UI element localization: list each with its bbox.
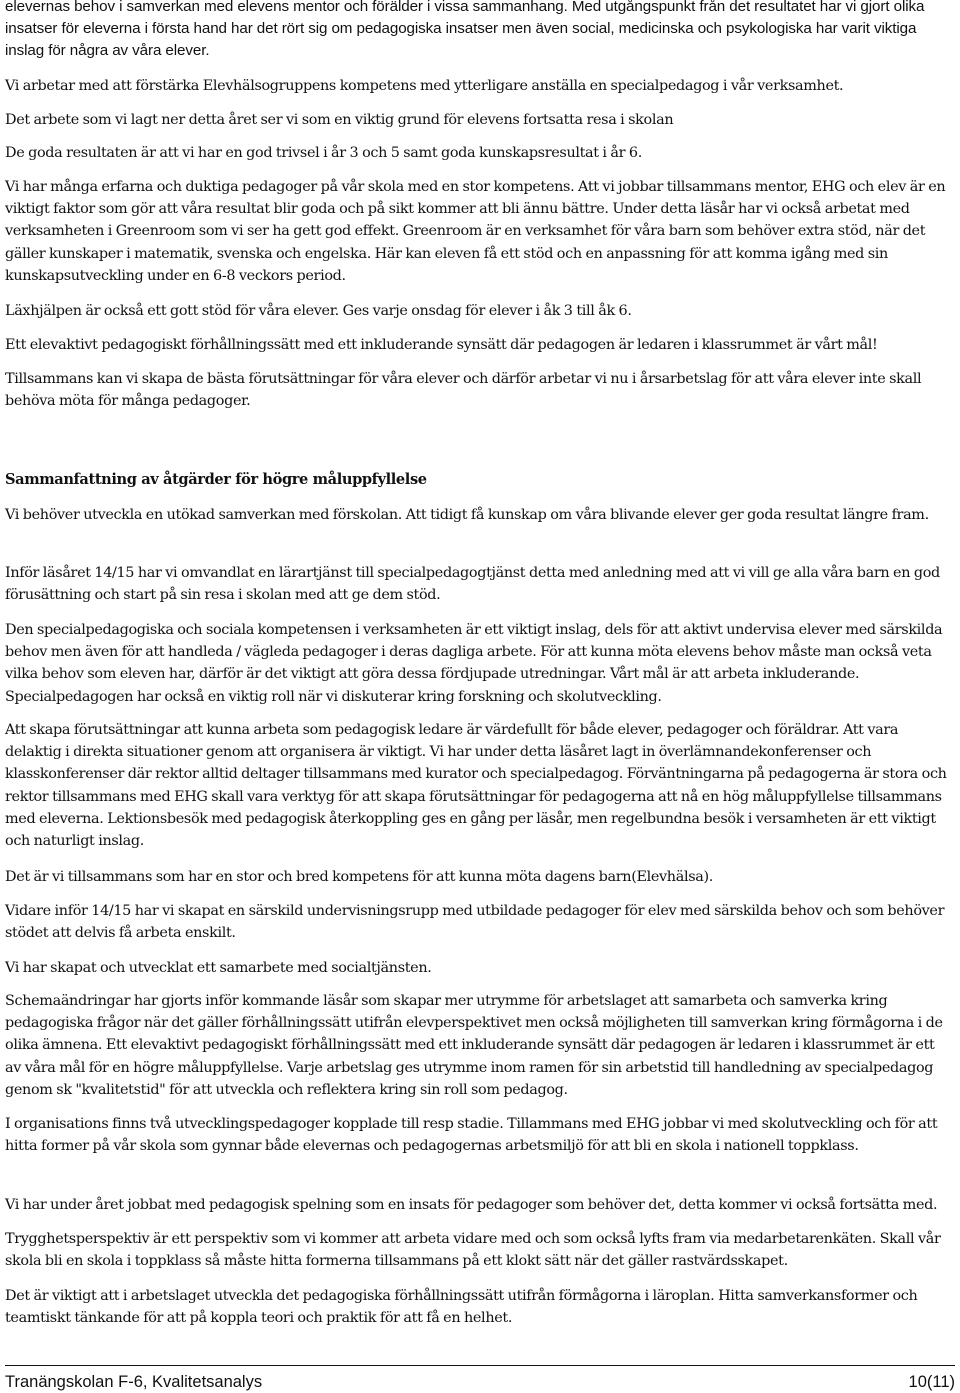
section-paragraph-socialtjanst: Vi har skapat och utvecklat ett samarbete med socialtjänsten.	[5, 960, 432, 976]
section-paragraph-undervisningsgrupp: Vidare inför 14/15 har vi skapat en särskild undervisningsrupp med utbildade pedagoger för elev med särskilda behov och som behöver stödet att delvis få arbeta enskilt.	[5, 903, 945, 942]
paragraph-tillsammans: Tillsammans kan vi skapa de bästa förutsättningar för våra elever och därför arbetar vi nu i årsarbetslag för att våra elever inte skall behöva möta för många pedagoger.	[5, 371, 922, 410]
paragraph-erfarna-pedagoger: Vi har många erfarna och duktiga pedagoger på vår skola med en stor kompetens. Att vi jobbar tillsammans mentor, EHG och elev är en viktigt faktor som gör att våra resultat blir goda och på sikt kommer att bli ännu bättre. Under detta läsår har vi också arbetat med verksamheten i Greenroom som vi ser ha gett god effekt. Greenroom är en verksamhet för våra barn som behöver extra stöd, när det gäller kunskaper i matematik, svenska och engelska. Här kan eleven få ett stöd och en anpassning för att komma igång med sin kunskapsutveckling under en 6-8 veckors period.	[5, 179, 946, 284]
paragraph-arbete-grund: Det arbete som vi lagt ner detta året ser vi som en viktig grund för elevens fortsatta resa i skolan	[5, 112, 674, 128]
intro-paragraph: elevernas behov i samverkan med elevens mentor och förälder i vissa sammanhang. Med utgångspunkt från det resultatet har vi gjort olika insatser för eleverna i första hand har det rört sig om pedagogiska insatser men även social, medicinska och psykologiska har varit viktiga inslag för några av våra elever.	[5, 0, 925, 59]
section-paragraph-lasaret: Inför läsåret 14/15 har vi omvandlat en lärartjänst till specialpedagogtjänst detta med anledning med att vi vill ge alla våra barn en god förusättning och start på sin resa i skolan med att ge dem stöd.	[5, 565, 940, 604]
section-heading: Sammanfattning av åtgärder för högre måluppfyllelse	[5, 471, 427, 488]
paragraph-goda-resultat: De goda resultaten är att vi har en god trivsel i år 3 och 5 samt goda kunskapsresultat i år 6.	[5, 145, 642, 161]
section-paragraph-trygghet: Trygghetsperspektiv är ett perspektiv som vi kommer att arbeta vidare med och som också lyfts fram via medarbetarenkäten. Skall vår skola bli en skola i toppklass så måste hitta formerna tillsammans på ett klokt sätt när det gäller rastvärdsskapet.	[5, 1231, 941, 1270]
section-paragraph-schema: Schemaändringar har gjorts inför kommande läsår som skapar mer utrymme för arbetslaget att samarbeta och samverka kring pedagogiska frågor när det gäller förhållningssätt utifrån elevperspektivet men också möjligheten till samverkan kring förmågorna i de olika ämnena. Ett elevaktivt pedagogiskt förhållningssätt med ett inkluderande synsätt där pedagogen är ledaren i klassrummet är ett av våra mål för en högre måluppfyllelse. Varje arbetslag ges utrymme inom ramen för sin arbetstid till handledning av specialpedagog genom sk "kvalitetstid" för att utveckla och reflektera kring sin roll som pedagog.	[5, 993, 943, 1098]
section-paragraph-elevhalsa: Det är vi tillsammans som har en stor och bred kompetens för att kunna möta dagens barn(Elevhälsa).	[5, 869, 713, 885]
footer-divider	[5, 1365, 955, 1366]
section-paragraph-ledare: Att skapa förutsättningar att kunna arbeta som pedagogisk ledare är värdefullt för både elever, pedagoger och föräldrar. Att vara delaktig i direkta situationer genom att organisera är viktigt. Vi har under detta läsåret lagt in överlämnandekonferenser och klasskonferenser där rektor alltid deltager tillsammans med kurator och specialpedagog. Förväntningarna på pedagogerna är stora och rektor tillsammans med EHG skall vara verktyg för att skapa förutsättningar för pedagogerna att nå en hög måluppfyllelse tillsammans med eleverna. Lektionsbesök med pedagogisk återkoppling ges en gång per läsår, men regelbundna besök i versamheten är ett viktigt och naturligt inslag.	[5, 722, 947, 850]
paragraph-specialpedagog: Vi arbetar med att förstärka Elevhälsogruppens kompetens med ytterligare anställa en specialpedagog i vår verksamhet.	[5, 78, 844, 94]
section-paragraph-spelning: Vi har under året jobbat med pedagogisk spelning som en insats för pedagoger som behöver det, detta kommer vi också fortsätta med.	[5, 1197, 938, 1213]
footer-page-number: 10(11)	[908, 1373, 955, 1391]
paragraph-laxhjalp: Läxhjälpen är också ett gott stöd för våra elever. Ges varje onsdag för elever i åk 3 till åk 6.	[5, 303, 632, 319]
section-paragraph-forskolan: Vi behöver utveckla en utökad samverkan med förskolan. Att tidigt få kunskap om våra blivande elever ger goda resultat längre fram.	[5, 507, 929, 523]
section-paragraph-arbetslaget: Det är viktigt att i arbetslaget utvecklа det pedagogiska förhållningssätt utifrån förmågorna i läroplan. Hitta samverkansformer och teamtiskt tänkande för att på koppla teori och praktik för att få en helhet.	[5, 1288, 918, 1327]
section-paragraph-utvecklingspedagoger: I organisations finns två utvecklingspedagoger kopplade till resp stadie. Tillammans med EHG jobbar vi med skolutveckling och för att hitta former på vår skola som gynnar både elevernas och pedagogernas arbetsmiljö för att bli en skola i nationell toppklass.	[5, 1116, 938, 1155]
section-paragraph-kompetens: Den specialpedagogiska och sociala kompetensen i verksamheten är ett viktigt inslag, dels för att aktivt undervisa elever med särskilda behov men även för att handleda / vägleda pedagoger i deras dagliga arbete. För att kunna möta elevens behov måste man också veta vilka behov som eleven har, därför är det viktigt att göra dessa fördjupade utredningar. Vårt mål är att arbeta inkluderande. Specialpedagogen har också en viktig roll när vi diskuterar kring forskning och skolutveckling.	[5, 622, 943, 705]
paragraph-elevaktivt: Ett elevaktivt pedagogiskt förhållningssätt med ett inkluderande synsätt där pedagogen är ledaren i klassrummet är vårt mål!	[5, 337, 878, 353]
footer-document-title: Tranängskolan F-6, Kvalitetsanalys	[5, 1373, 263, 1391]
